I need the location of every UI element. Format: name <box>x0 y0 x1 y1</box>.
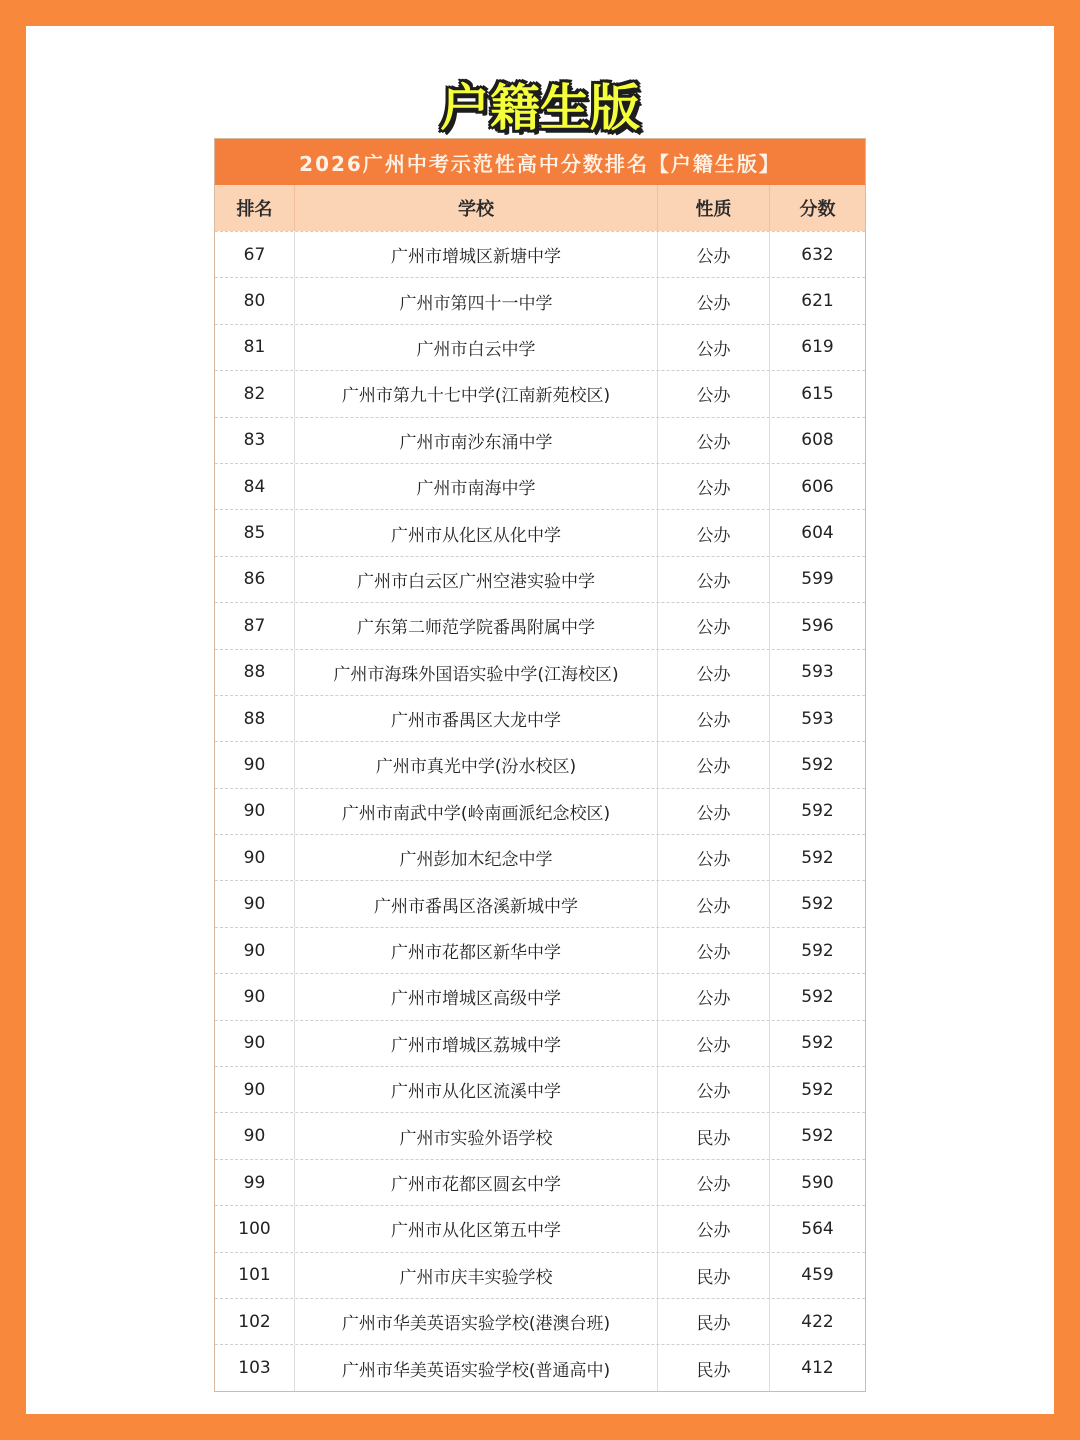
table-body <box>215 231 865 1391</box>
school-cell: 广州市番禺区大龙中学 <box>295 696 658 741</box>
rank-cell: 102 <box>215 1299 295 1344</box>
page-title: 户籍生版 <box>440 79 640 137</box>
rank-cell: 82 <box>215 371 295 416</box>
table-row <box>215 1344 865 1390</box>
type-cell: 公办 <box>658 325 770 370</box>
rank-cell: 90 <box>215 1021 295 1066</box>
school-cell: 广州市庆丰实验学校 <box>295 1253 658 1298</box>
type-cell: 公办 <box>658 1067 770 1112</box>
school-cell: 广州市华美英语实验学校(港澳台班) <box>295 1299 658 1344</box>
school-cell: 广州市番禺区洛溪新城中学 <box>295 881 658 926</box>
type-cell: 公办 <box>658 464 770 509</box>
ranking-table <box>214 138 866 1392</box>
score-cell: 593 <box>801 708 834 729</box>
table-row <box>215 556 865 602</box>
school-cell: 广州市增城区荔城中学 <box>295 1021 658 1066</box>
school-cell: 广州市第四十一中学 <box>295 278 658 323</box>
rank-cell: 84 <box>215 464 295 509</box>
type-cell: 公办 <box>658 510 770 555</box>
type-cell: 公办 <box>658 928 770 973</box>
score-cell: 564 <box>801 1218 834 1239</box>
score-cell: 592 <box>801 986 834 1007</box>
score-cell: 593 <box>801 662 834 683</box>
score-cell: 592 <box>801 801 834 822</box>
score-cell: 590 <box>801 1172 834 1193</box>
score-cell: 632 <box>801 244 834 265</box>
score-cell: 592 <box>801 940 834 961</box>
rank-cell: 90 <box>215 789 295 834</box>
score-cell: 592 <box>801 847 834 868</box>
rank-cell: 101 <box>215 1253 295 1298</box>
header-school: 学校 <box>295 185 658 231</box>
score-cell: 592 <box>801 894 834 915</box>
rank-cell: 100 <box>215 1206 295 1251</box>
school-cell: 广州市南海中学 <box>295 464 658 509</box>
rank-cell: 90 <box>215 742 295 787</box>
table-row <box>215 370 865 416</box>
score-cell: 592 <box>801 1126 834 1147</box>
type-cell: 公办 <box>658 232 770 277</box>
table-title: 2026广州中考示范性高中分数排名【户籍生版】 <box>215 139 865 185</box>
table-row <box>215 1020 865 1066</box>
type-cell: 民办 <box>658 1113 770 1158</box>
school-cell: 广州市花都区圆玄中学 <box>295 1160 658 1205</box>
header-score: 分数 <box>799 199 836 220</box>
table-row <box>215 602 865 648</box>
type-cell: 公办 <box>658 603 770 648</box>
table-row <box>215 417 865 463</box>
type-cell: 民办 <box>658 1345 770 1390</box>
score-cell: 592 <box>801 1033 834 1054</box>
school-cell: 广州市从化区从化中学 <box>295 510 658 555</box>
rank-cell: 85 <box>215 510 295 555</box>
table-row <box>215 1066 865 1112</box>
school-cell: 广州市花都区新华中学 <box>295 928 658 973</box>
table-row <box>215 1112 865 1158</box>
type-cell: 公办 <box>658 650 770 695</box>
table-row <box>215 1298 865 1344</box>
score-cell: 615 <box>801 383 834 404</box>
school-cell: 广州市华美英语实验学校(普通高中) <box>295 1345 658 1390</box>
school-cell: 广东第二师范学院番禺附属中学 <box>295 603 658 648</box>
score-cell: 596 <box>801 615 834 636</box>
table-row <box>215 324 865 370</box>
type-cell: 公办 <box>658 789 770 834</box>
type-cell: 公办 <box>658 1206 770 1251</box>
table-header-row <box>215 185 865 231</box>
type-cell: 公办 <box>658 974 770 1019</box>
rank-cell: 67 <box>215 232 295 277</box>
school-cell: 广州市白云中学 <box>295 325 658 370</box>
table-row <box>215 880 865 926</box>
rank-cell: 86 <box>215 557 295 602</box>
header-type: 性质 <box>658 185 770 231</box>
rank-cell: 90 <box>215 1113 295 1158</box>
type-cell: 公办 <box>658 418 770 463</box>
type-cell: 公办 <box>658 278 770 323</box>
school-cell: 广州市白云区广州空港实验中学 <box>295 557 658 602</box>
table-row <box>215 277 865 323</box>
type-cell: 公办 <box>658 1021 770 1066</box>
school-cell: 广州市实验外语学校 <box>295 1113 658 1158</box>
school-cell: 广州彭加木纪念中学 <box>295 835 658 880</box>
table-row <box>215 649 865 695</box>
score-cell: 592 <box>801 754 834 775</box>
school-cell: 广州市从化区流溪中学 <box>295 1067 658 1112</box>
table-row <box>215 509 865 555</box>
table-row <box>215 231 865 277</box>
school-cell: 广州市从化区第五中学 <box>295 1206 658 1251</box>
page-card <box>26 26 1054 1414</box>
school-cell: 广州市第九十七中学(江南新苑校区) <box>295 371 658 416</box>
score-cell: 606 <box>801 476 834 497</box>
rank-cell: 87 <box>215 603 295 648</box>
score-cell: 412 <box>801 1358 834 1379</box>
rank-cell: 90 <box>215 881 295 926</box>
score-cell: 604 <box>801 523 834 544</box>
table-row <box>215 463 865 509</box>
score-cell: 599 <box>801 569 834 590</box>
type-cell: 公办 <box>658 742 770 787</box>
table-row <box>215 927 865 973</box>
school-cell: 广州市南武中学(岭南画派纪念校区) <box>295 789 658 834</box>
rank-cell: 90 <box>215 928 295 973</box>
score-cell: 422 <box>801 1311 834 1332</box>
header-rank: 排名 <box>215 185 295 231</box>
table-row <box>215 788 865 834</box>
type-cell: 公办 <box>658 835 770 880</box>
score-cell: 608 <box>801 430 834 451</box>
type-cell: 公办 <box>658 696 770 741</box>
school-cell: 广州市南沙东涌中学 <box>295 418 658 463</box>
school-cell: 广州市增城区高级中学 <box>295 974 658 1019</box>
table-row <box>215 1252 865 1298</box>
type-cell: 民办 <box>658 1253 770 1298</box>
school-cell: 广州市真光中学(汾水校区) <box>295 742 658 787</box>
table-row <box>215 834 865 880</box>
type-cell: 公办 <box>658 371 770 416</box>
table-row <box>215 1159 865 1205</box>
score-cell: 621 <box>801 291 834 312</box>
rank-cell: 80 <box>215 278 295 323</box>
table-row <box>215 695 865 741</box>
table-row <box>215 741 865 787</box>
score-cell: 619 <box>801 337 834 358</box>
rank-cell: 81 <box>215 325 295 370</box>
school-cell: 广州市增城区新塘中学 <box>295 232 658 277</box>
table-row <box>215 973 865 1019</box>
rank-cell: 88 <box>215 696 295 741</box>
rank-cell: 83 <box>215 418 295 463</box>
rank-cell: 90 <box>215 974 295 1019</box>
rank-cell: 88 <box>215 650 295 695</box>
type-cell: 公办 <box>658 1160 770 1205</box>
score-cell: 592 <box>801 1079 834 1100</box>
type-cell: 公办 <box>658 557 770 602</box>
rank-cell: 103 <box>215 1345 295 1390</box>
type-cell: 公办 <box>658 881 770 926</box>
rank-cell: 90 <box>215 835 295 880</box>
school-cell: 广州市海珠外国语实验中学(江海校区) <box>295 650 658 695</box>
score-cell: 459 <box>801 1265 834 1286</box>
rank-cell: 99 <box>215 1160 295 1205</box>
type-cell: 民办 <box>658 1299 770 1344</box>
rank-cell: 90 <box>215 1067 295 1112</box>
table-row <box>215 1205 865 1251</box>
